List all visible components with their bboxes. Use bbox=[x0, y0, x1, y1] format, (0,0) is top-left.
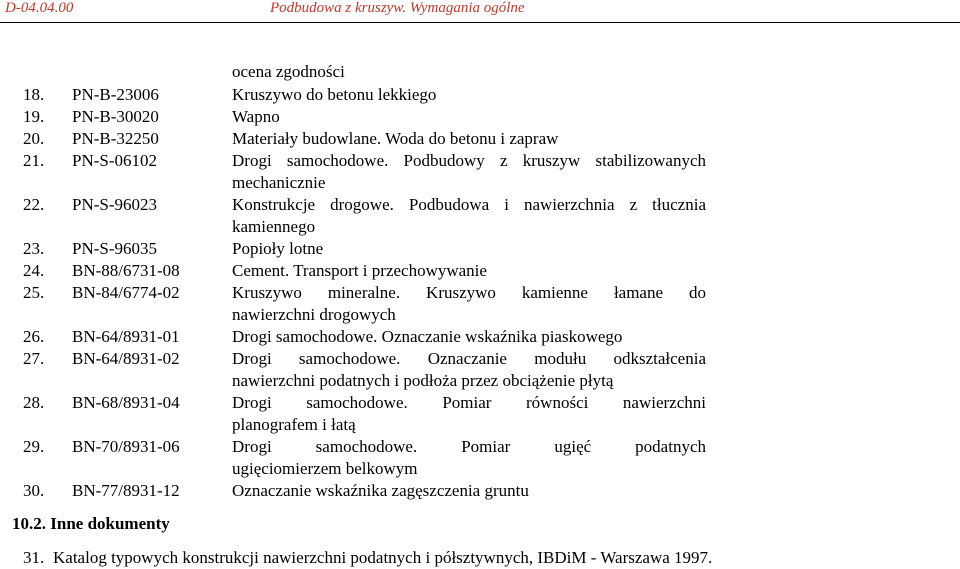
standard-description bbox=[232, 282, 706, 326]
document-title: Podbudowa z kruszyw. Wymagania ogólne bbox=[270, 0, 525, 16]
description-line: Oznaczanie wskaźnika zagęszczenia gruntu bbox=[232, 481, 529, 500]
standard-code: BN-68/8931-04 bbox=[72, 393, 180, 412]
description-line: Drogi samochodowe. Oznaczanie wskaźnika piaskowego bbox=[232, 327, 623, 346]
page-header bbox=[0, 0, 960, 23]
standard-code: BN-84/6774-02 bbox=[72, 283, 180, 302]
standard-description bbox=[232, 326, 706, 348]
standard-description bbox=[232, 194, 706, 238]
description-line: Wapno bbox=[232, 107, 280, 126]
standard-code: PN-S-06102 bbox=[72, 151, 158, 170]
standard-description bbox=[232, 84, 706, 106]
standard-code: BN-64/8931-02 bbox=[72, 349, 180, 368]
description-line: Konstrukcje drogowe. Podbudowa i nawierzchnia z tłucznia bbox=[232, 195, 706, 214]
standard-code: BN-64/8931-01 bbox=[72, 327, 180, 346]
standard-code: PN-S-96035 bbox=[72, 239, 158, 258]
standard-code: BN-88/6731-08 bbox=[72, 261, 180, 280]
description-line-continued: ugięciomierzem belkowym bbox=[232, 459, 418, 478]
description-line: Popioły lotne bbox=[232, 239, 324, 258]
description-line: Drogi samochodowe. Podbudowy z kruszyw stabilizowanych bbox=[232, 151, 706, 170]
description-line: Cement. Transport i przechowywanie bbox=[232, 261, 487, 280]
standard-description bbox=[232, 150, 706, 194]
standard-description bbox=[232, 106, 706, 128]
catalog-text: Katalog typowych konstrukcji nawierzchni podatnych i półsztywnych, IBDiM - Warszawa 1997. bbox=[53, 548, 713, 567]
description-line: Kruszywo mineralne. Kruszywo kamienne łamane do bbox=[232, 283, 706, 302]
standard-number: 20. bbox=[23, 129, 45, 148]
standard-code: PN-B-32250 bbox=[72, 129, 159, 148]
standard-number: 29. bbox=[23, 437, 45, 456]
standard-number: 23. bbox=[23, 239, 45, 258]
standard-code: PN-B-23006 bbox=[72, 85, 159, 104]
standard-description bbox=[232, 348, 706, 392]
description-line: Kruszywo do betonu lekkiego bbox=[232, 85, 437, 104]
standard-description bbox=[232, 238, 706, 260]
standard-number: 22. bbox=[23, 195, 45, 214]
description-line-continued: nawierzchni podatnych i podłoża przez obciążenie płytą bbox=[232, 371, 614, 390]
description-line-continued: mechanicznie bbox=[232, 173, 326, 192]
description-line: Drogi samochodowe. Oznaczanie modułu odkształcenia bbox=[232, 349, 706, 368]
standard-number: 21. bbox=[23, 151, 45, 170]
standard-number: 24. bbox=[23, 261, 45, 280]
standard-description bbox=[232, 436, 706, 480]
continuation-text: ocena zgodności bbox=[232, 62, 345, 81]
standard-number: 25. bbox=[23, 283, 45, 302]
document-code: D-04.04.00 bbox=[5, 0, 74, 16]
standard-description bbox=[232, 128, 706, 150]
standard-code: PN-S-96023 bbox=[72, 195, 158, 214]
standard-description bbox=[232, 260, 706, 282]
standard-number: 30. bbox=[23, 481, 45, 500]
standard-code: PN-B-30020 bbox=[72, 107, 159, 126]
standard-description bbox=[232, 480, 706, 502]
standard-code: BN-77/8931-12 bbox=[72, 481, 180, 500]
description-line: Drogi samochodowe. Pomiar równości nawierzchni bbox=[232, 393, 706, 412]
standard-number: 26. bbox=[23, 327, 45, 346]
description-line-continued: kamiennego bbox=[232, 217, 316, 236]
section-heading: 10.2. Inne dokumenty bbox=[12, 514, 170, 533]
standard-number: 28. bbox=[23, 393, 45, 412]
standard-number: 27. bbox=[23, 349, 45, 368]
description-line: Drogi samochodowe. Pomiar ugięć podatnych bbox=[232, 437, 706, 456]
standard-code: BN-70/8931-06 bbox=[72, 437, 180, 456]
standard-number: 18. bbox=[23, 85, 45, 104]
description-line-continued: nawierzchni drogowych bbox=[232, 305, 396, 324]
catalog-number: 31. bbox=[23, 548, 45, 567]
standard-number: 19. bbox=[23, 107, 45, 126]
description-line-continued: planografem i łatą bbox=[232, 415, 356, 434]
standard-description bbox=[232, 392, 706, 436]
description-line: Materiały budowlane. Woda do betonu i zapraw bbox=[232, 129, 559, 148]
